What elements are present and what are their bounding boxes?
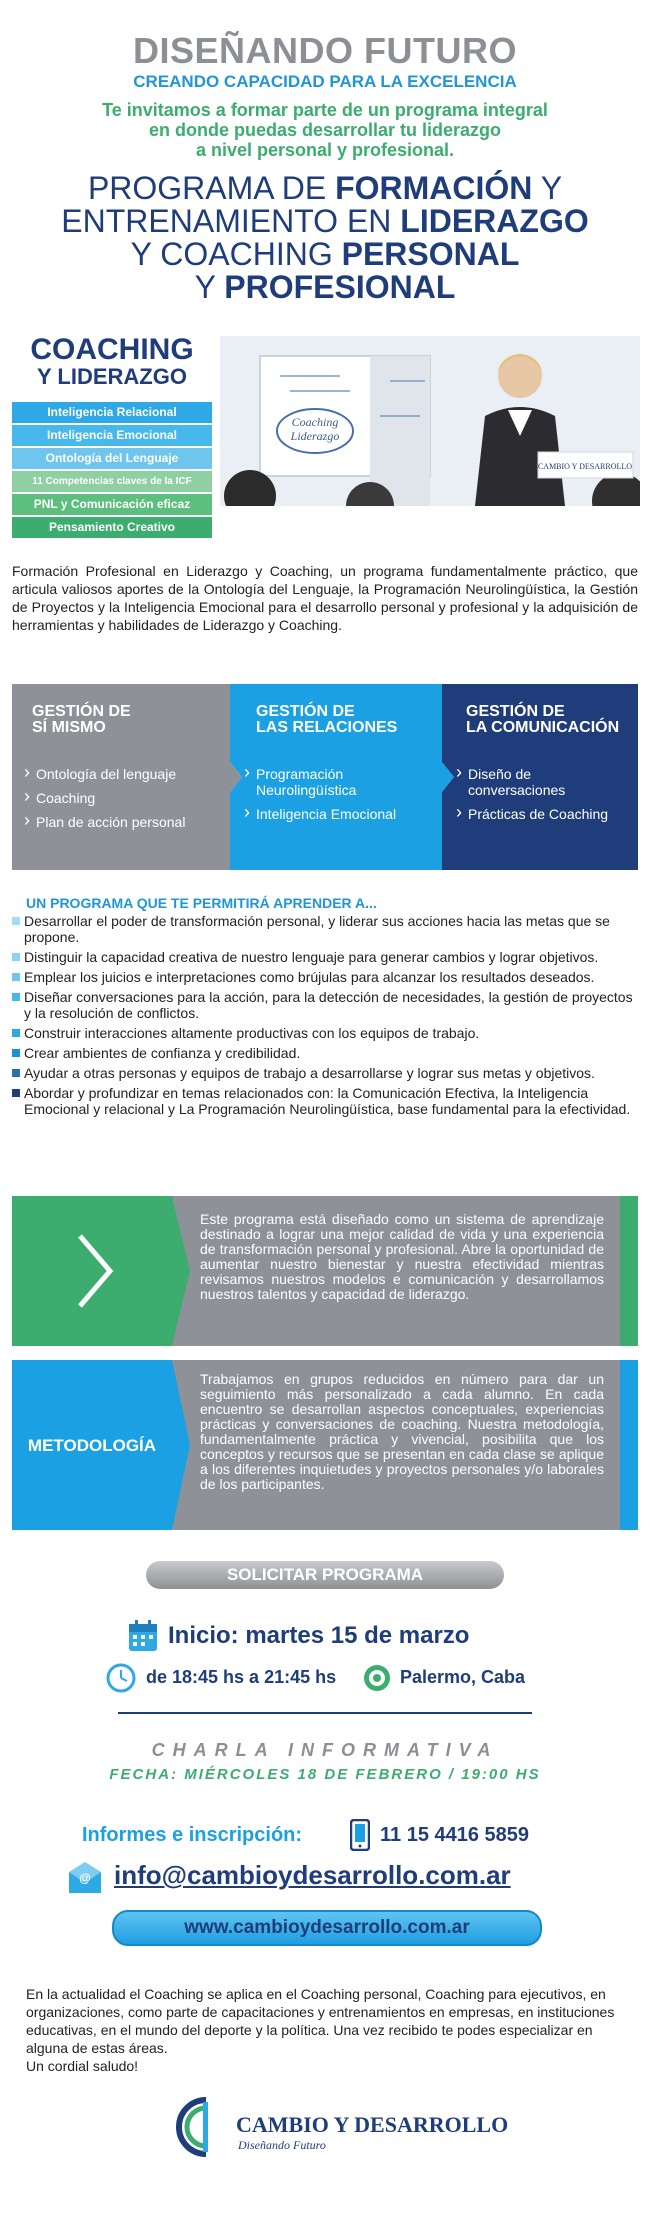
program-title-bold: PERSONAL xyxy=(341,236,520,272)
invite-line: en donde puedas desarrollar tu liderazgo xyxy=(148,120,502,140)
start-date: Inicio: martes 15 de marzo xyxy=(168,1622,470,1649)
brand-sign xyxy=(538,452,633,478)
bullet-square-icon xyxy=(12,917,20,925)
learn-item-text: Construir interacciones altamente productivas con los equipos de trabajo. xyxy=(24,1025,480,1041)
learn-item-text: Ayudar a otras personas y equipos de trabajo a desarrollarse y lograr sus metas y objetivos. xyxy=(24,1065,595,1081)
contact-phone[interactable]: 11 15 4416 5859 xyxy=(380,1824,530,1846)
learn-item-text: Distinguir la capacidad creativa de nuestro lenguaje para generar cambios y lograr objetivos. xyxy=(24,949,599,965)
column-title: GESTIÓN DE LAS RELACIONES xyxy=(256,703,398,736)
panel-edge xyxy=(620,1360,638,1530)
invite-line: a nivel personal y profesional. xyxy=(195,140,455,160)
coaching-photo xyxy=(220,336,640,506)
bullet-square-icon xyxy=(12,993,20,1001)
panel-edge xyxy=(620,1196,638,1346)
program-title-part: Y xyxy=(532,170,563,206)
learn-item xyxy=(12,1065,638,1081)
hero-subtitle: CREANDO CAPACIDAD PARA LA EXCELENCIA xyxy=(133,72,517,91)
column-item: › Prácticas de Coaching xyxy=(456,806,638,822)
method-panel-text: Trabajamos en grupos reducidos en número para dar un seguimiento más personalizado a cada alumno. En cada encuentro se desarrollan aspectos conceptuales, experiencias prácticas y conversaciones de coaching. Nuestra metodología, fundamentalmente práctica y vivencial, posibilita que los conceptos y recursos que se presentan en cada clase se aplique a los diferentes inquietudes y proyectos personales y/o laborales de los participantes. xyxy=(200,1371,604,1492)
program-title-bold: FORMACIÓN xyxy=(335,170,533,206)
learn-item-text: Emplear los juicios e interpretaciones como brújulas para alcanzar los resultados deseados. xyxy=(24,969,595,985)
column-communication xyxy=(442,684,638,870)
calendar-icon xyxy=(128,1620,158,1652)
learn-item-text: Desarrollar el poder de transformación personal, y liderar sus acciones hacia las metas que se propone. xyxy=(24,913,610,945)
column-item: › Plan de acción personal xyxy=(24,814,230,830)
board-text: Liderazgo xyxy=(290,429,340,443)
learn-item xyxy=(12,969,638,985)
contact-email[interactable]: info@cambioydesarrollo.com.ar xyxy=(114,1860,511,1890)
outro-text xyxy=(26,1985,626,2075)
coaching-title: COACHING xyxy=(30,333,194,366)
event-place: Palermo, Caba xyxy=(400,1667,526,1687)
divider xyxy=(118,1712,532,1714)
brand-name: CAMBIO Y DESARROLLO xyxy=(236,2112,509,2137)
management-columns xyxy=(12,684,638,870)
program-title xyxy=(0,172,650,304)
intro-paragraph: Formación Profesional en Liderazgo y Coaching, un programa fundamentalmente práctico, que articula valiosos aportes de la Ontología del Lenguaje, la Programación Neurolingüística, la Gestión de Proyectos y la Inteligencia Emocional para el desarrollo personal y profesional y la adquisición de herramientas y habilidades de Liderazgo y Coaching. xyxy=(12,563,638,633)
outro-closing: Un cordial saludo! xyxy=(26,2058,139,2074)
invite-text xyxy=(0,100,650,160)
invite-line: Te invitamos a formar parte de un programa integral xyxy=(102,100,548,120)
program-title-part: Y xyxy=(194,269,225,305)
svg-text:@: @ xyxy=(79,1871,91,1885)
bullet-square-icon xyxy=(12,1029,20,1037)
board-text: Coaching xyxy=(291,415,339,429)
learn-item xyxy=(12,913,638,945)
location-icon xyxy=(362,1663,392,1693)
learn-list xyxy=(12,913,638,1121)
method-label: METODOLOGÍA xyxy=(27,1436,157,1455)
method-panel xyxy=(12,1360,638,1530)
coaching-topic-bar: Ontología del Lenguaje xyxy=(12,448,212,469)
program-title-bold: PROFESIONAL xyxy=(224,269,456,305)
program-title-part: PROGRAMA DE xyxy=(87,170,336,206)
charla-date: FECHA: MIÉRCOLES 18 DE FEBRERO / 19:00 HS xyxy=(109,1766,541,1783)
coaching-topic-bar: Pensamiento Creativo xyxy=(12,517,212,538)
column-self xyxy=(12,684,230,870)
design-panel-text: Este programa está diseñado como un sistema de aprendizaje destinado a lograr una mejor calidad de vida y una experiencia de transformación personal y profesional. Abre la oportunidad de aumentar nuestro bienestar y nuestra efectividad mientras revisamos nuestros modelos e comunicación y desarrollamos nuestros talentos y capacidad de liderazgo. xyxy=(200,1211,604,1302)
chevron-right-icon xyxy=(12,1196,202,1346)
learn-item xyxy=(12,1045,638,1061)
column-item: › Inteligencia Emocional xyxy=(244,806,442,822)
column-item: › Diseño de conversaciones xyxy=(456,766,588,798)
design-panel xyxy=(12,1196,638,1346)
brand-tagline: Diseñando Futuro xyxy=(238,2138,326,2152)
coaching-subtitle: Y LIDERAZGO xyxy=(37,364,187,389)
bullet-square-icon xyxy=(12,1069,20,1077)
learn-title: UN PROGRAMA QUE TE PERMITIRÁ APRENDER A... xyxy=(26,895,377,911)
column-item: › Coaching xyxy=(24,790,230,806)
contact-label: Informes e inscripción: xyxy=(82,1824,303,1846)
hero-title: DISEÑANDO FUTURO xyxy=(133,30,517,71)
bullet-square-icon xyxy=(12,1049,20,1057)
website-button[interactable]: www.cambioydesarrollo.com.ar xyxy=(112,1910,542,1946)
brand-logo-icon xyxy=(176,2096,230,2158)
bullet-square-icon xyxy=(12,1089,20,1097)
coaching-menu xyxy=(12,333,212,540)
outro-paragraph: En la actualidad el Coaching se aplica en el Coaching personal, Coaching para ejecutivos, en organizaciones, como parte de capacitaciones y entrenamientos en empresas, en instituciones educativas, en el mundo del deporte y la política. Una vez recibido te podes especializar en alguna de estas áreas. xyxy=(26,1986,615,2056)
event-time: de 18:45 hs a 21:45 hs xyxy=(146,1667,337,1687)
coaching-topic-bar: Inteligencia Relacional xyxy=(12,402,212,423)
column-title: GESTIÓN DE LA COMUNICACIÓN xyxy=(466,703,620,736)
bullet-square-icon xyxy=(12,953,20,961)
learn-item-text: Diseñar conversaciones para la acción, para la detección de necesidades, la gestión de proyectos y la resolución de conflictos. xyxy=(24,989,633,1021)
charla-title: CHARLA INFORMATIVA xyxy=(151,1740,499,1760)
sign-text: CAMBIO Y DESARROLLO xyxy=(537,462,633,471)
bullet-square-icon xyxy=(12,973,20,981)
learn-item-text: Crear ambientes de confianza y credibilidad. xyxy=(24,1045,301,1061)
column-title: GESTIÓN DE SÍ MISMO xyxy=(32,703,131,736)
request-program-button[interactable]: SOLICITAR PROGRAMA xyxy=(146,1561,504,1589)
coaching-topic-bar: 11 Competencias claves de la ICF xyxy=(12,471,212,492)
program-title-part: Y COACHING xyxy=(130,236,342,272)
phone-icon xyxy=(350,1819,370,1851)
coaching-topic-bar: PNL y Comunicación eficaz xyxy=(12,494,212,515)
coaching-topic-bar: Inteligencia Emocional xyxy=(12,425,212,446)
learn-item xyxy=(12,1085,638,1117)
learn-item xyxy=(12,1025,638,1041)
column-item: › Ontología del lenguaje xyxy=(24,766,230,782)
column-item: › Programación Neurolingüística xyxy=(244,766,396,798)
learn-item xyxy=(12,989,638,1021)
learn-item xyxy=(12,949,638,965)
column-relations xyxy=(230,684,442,870)
program-title-part: ENTRENAMIENTO EN xyxy=(61,203,401,239)
clock-icon xyxy=(106,1663,136,1693)
program-title-bold: LIDERAZGO xyxy=(400,203,589,239)
email-icon xyxy=(68,1862,102,1894)
learn-item-text: Abordar y profundizar en temas relacionados con: la Comunicación Efectiva, la Inteligencia Emocional y relacional y La Programación Neurolingüística, base fundamental para la efectividad. xyxy=(24,1085,631,1117)
